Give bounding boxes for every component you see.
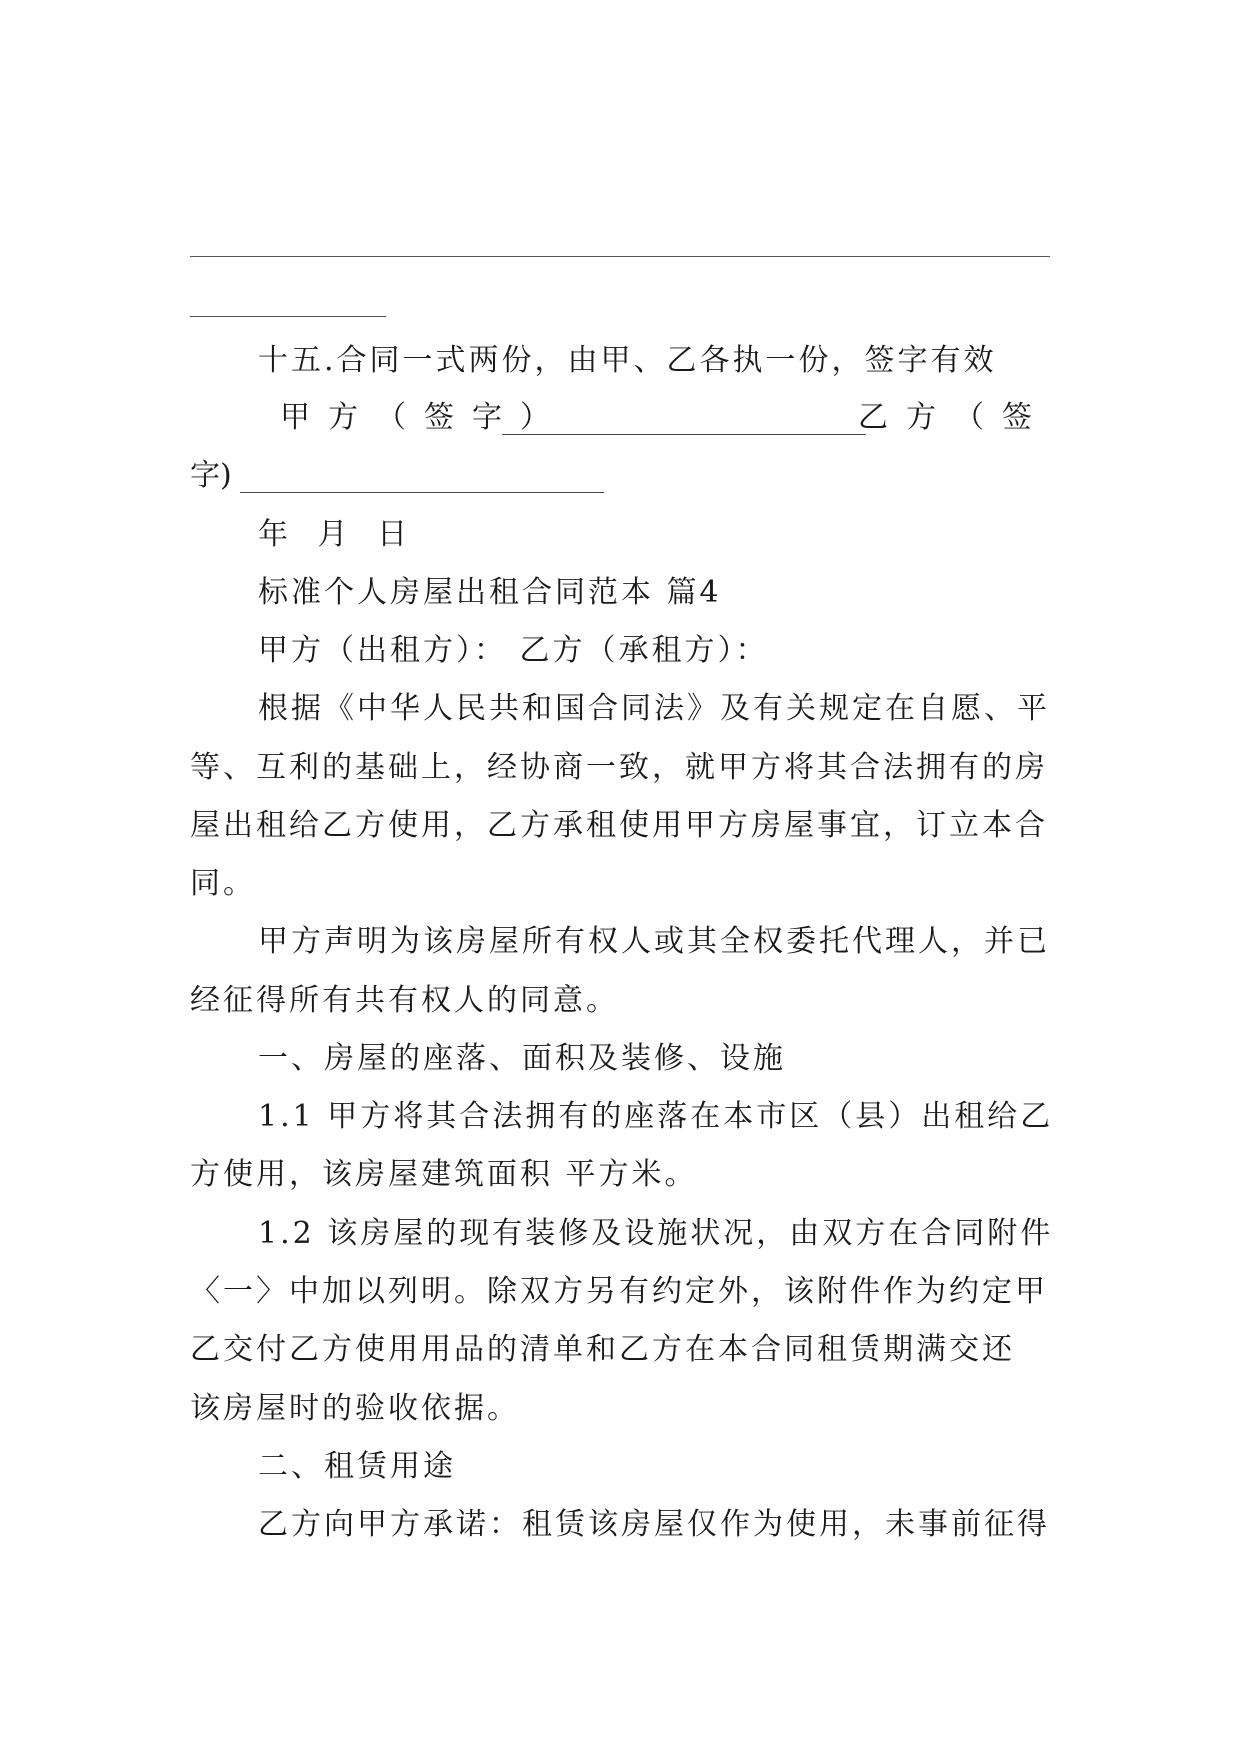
paragraph-line: 甲方声明为该房屋所有权人或其全权委托代理人，并已 <box>258 924 1050 959</box>
paragraph-line: 同。 <box>190 866 256 901</box>
party-a-signature-label: 甲方（签字） <box>280 400 568 435</box>
party-b-signature-label-cont: 字) <box>190 458 232 493</box>
party-a-signature-line <box>502 434 866 435</box>
fill-line-short <box>190 316 386 317</box>
party-b-signature-label: 乙方（签 <box>858 400 1050 435</box>
paragraph-line: 经征得所有共有权人的同意。 <box>190 983 619 1018</box>
heading-article-2: 二、租赁用途 <box>258 1449 456 1484</box>
parties-line: 甲方（出租方）： 乙方（承租方）： <box>258 633 769 668</box>
clause-1-1-cont: 方使用，该房屋建筑面积 平方米。 <box>190 1157 698 1192</box>
paragraph-line: 屋出租给乙方使用，乙方承租使用甲方房屋事宜，订立本合 <box>190 808 1048 843</box>
date-year: 年 <box>258 517 288 552</box>
date-line <box>258 515 1050 555</box>
fill-line-top <box>190 256 1050 257</box>
heading-article-1: 一、房屋的座落、面积及装修、设施 <box>258 1041 786 1076</box>
clause-2: 乙方向甲方承诺：租赁该房屋仅作为使用，未事前征得 <box>258 1507 1050 1542</box>
paragraph-line: 等、互利的基础上，经协商一致，就甲方将其合法拥有的房 <box>190 750 1048 785</box>
clause-1-2: 1.2 该房屋的现有装修及设施状况，由双方在合同附件 <box>258 1216 1054 1251</box>
date-day: 日 <box>377 517 408 552</box>
clause-1-2-cont: 乙交付乙方使用用品的清单和乙方在本合同租赁期满交还 <box>190 1332 1015 1367</box>
clause-1-2-cont: 该房屋时的验收依据。 <box>190 1391 520 1426</box>
clause-15: 十五.合同一式两份，由甲、乙各执一份，签字有效 <box>258 343 997 378</box>
date-month: 月 <box>317 517 348 552</box>
paragraph-line: 根据《中华人民共和国合同法》及有关规定在自愿、平 <box>258 691 1050 726</box>
section-title: 标准个人房屋出租合同范本 篇4 <box>258 575 722 610</box>
clause-1-2-cont: 〈一〉中加以列明。除双方另有约定外，该附件作为约定甲 <box>190 1274 1048 1309</box>
clause-1-1: 1.1 甲方将其合法拥有的座落在本市区（县）出租给乙 <box>258 1099 1054 1134</box>
party-b-signature-line <box>240 492 604 493</box>
